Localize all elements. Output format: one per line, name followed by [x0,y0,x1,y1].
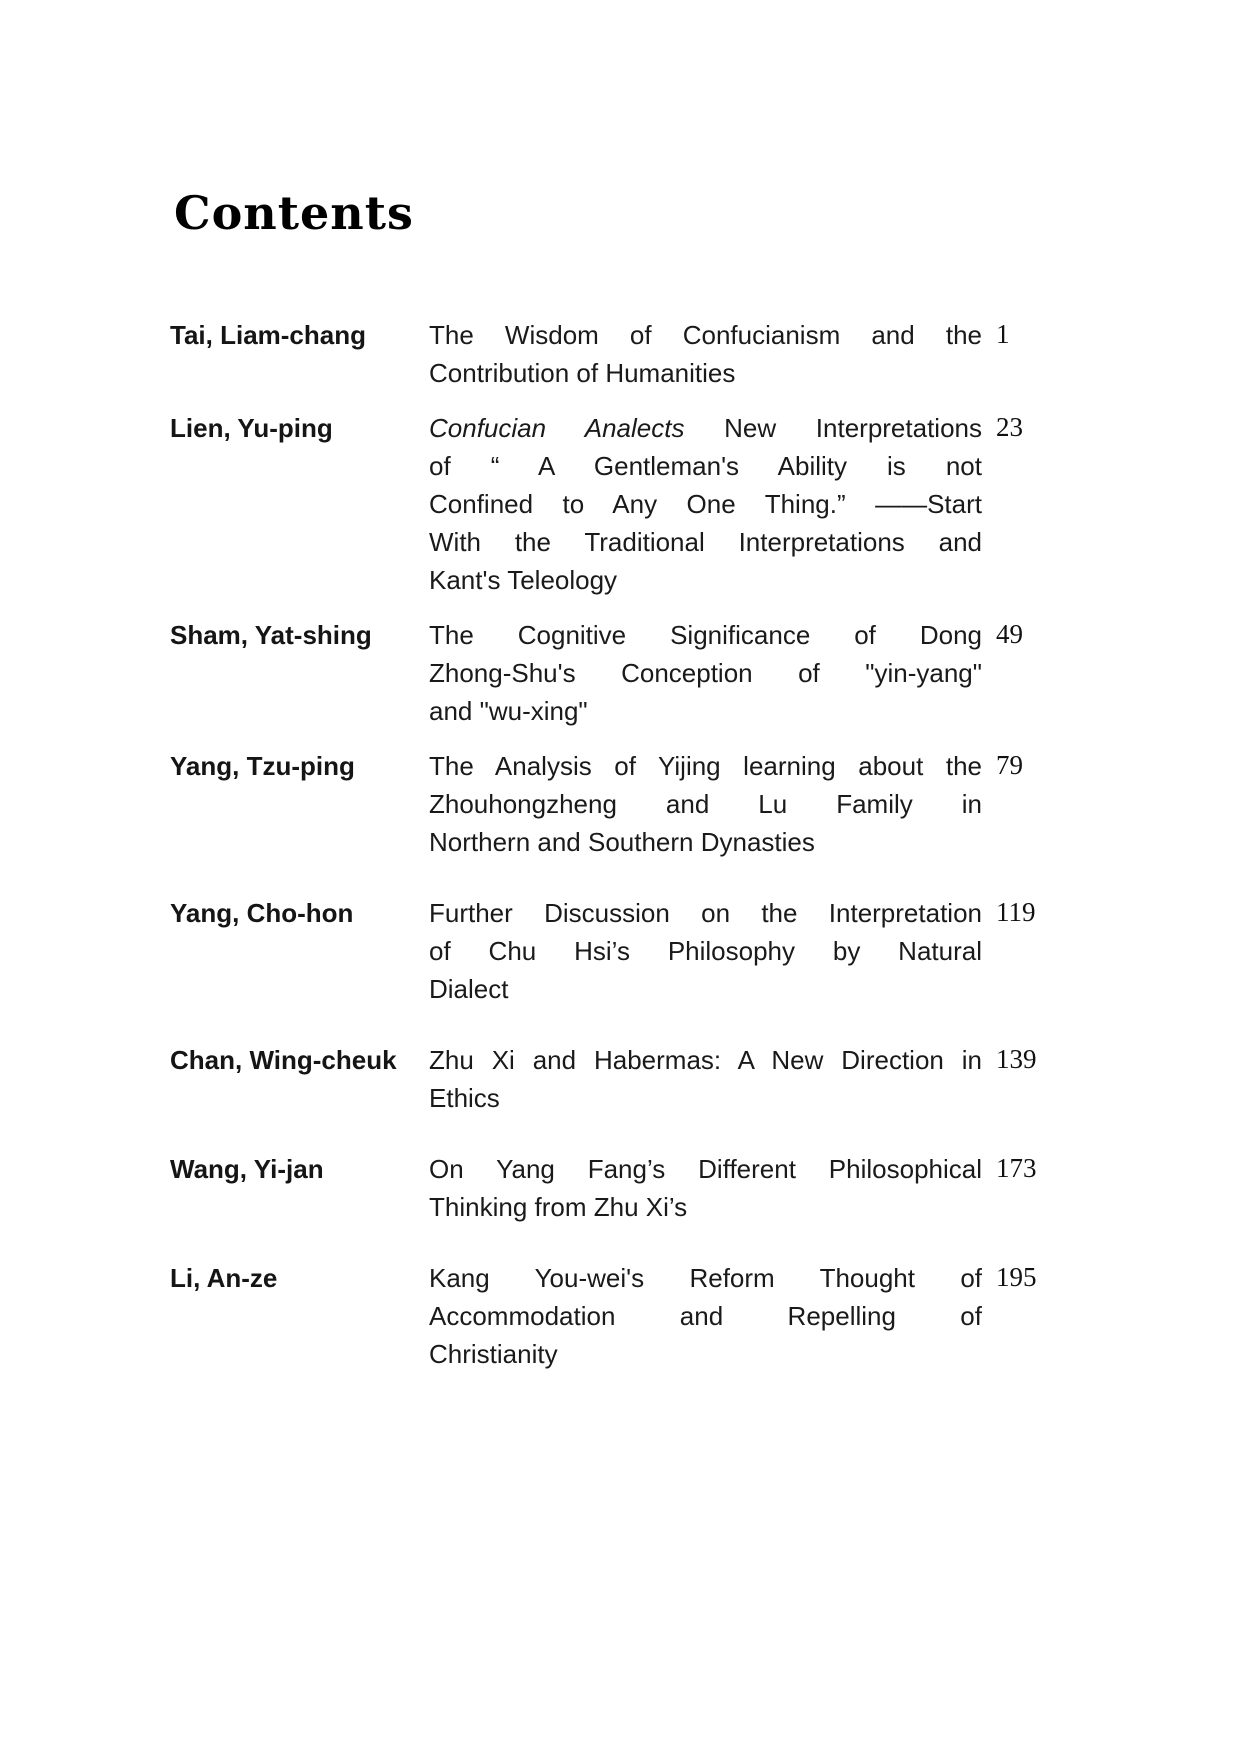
article-title-line [429,823,982,861]
page-number: 49 [996,619,1023,649]
article-title-line [429,485,982,523]
article-title [429,1150,982,1226]
page-number: 173 [996,1153,1037,1183]
article-title-line [429,654,982,692]
article-title-line [429,1297,982,1335]
text-segment: The Cognitive Significance of Dong [429,620,982,650]
toc-entry [170,747,1070,861]
article-title-line [429,692,982,730]
text-segment: On Yang Fang’s Different Philosophical [429,1154,982,1184]
text-segment: New Interpretations [684,413,982,443]
article-title-line [429,970,982,1008]
page-number: 139 [996,1044,1037,1074]
toc-entry [170,1259,1070,1373]
toc-entry [170,1150,1070,1226]
text-segment: Zhong-Shu's Conception of "yin-yang" [429,658,982,688]
text-segment: of “ A Gentleman's Ability is not [429,451,982,481]
page-number: 195 [996,1262,1037,1292]
text-segment: Confined to Any One Thing.” ——Start [429,489,982,519]
text-segment: Zhouhongzheng and Lu Family in [429,789,982,819]
toc-entry [170,616,1070,730]
article-title-line [429,1259,982,1297]
toc-entry [170,316,1070,392]
article-title-line [429,1041,982,1079]
text-segment: Kant's Teleology [429,565,618,595]
article-title-line [429,785,982,823]
article-title [429,1041,982,1117]
text-segment: The Wisdom of Confucianism and the [429,320,982,350]
text-segment: of Chu Hsi’s Philosophy by Natural [429,936,982,966]
author-name: Lien, Yu-ping [170,413,333,443]
page-number: 1 [996,319,1010,349]
article-title-line [429,409,982,447]
text-segment: and "wu-xing" [429,696,588,726]
article-title [429,616,982,730]
article-title-line [429,523,982,561]
author-name: Sham, Yat-shing [170,620,372,650]
text-segment: Christianity [429,1339,558,1369]
article-title [429,894,982,1008]
text-segment: Further Discussion on the Interpretation [429,898,982,928]
page-number: 23 [996,412,1023,442]
text-segment: Thinking from Zhu Xi’s [429,1192,688,1222]
article-title [429,747,982,861]
text-segment: The Analysis of Yijing learning about the [429,751,982,781]
text-segment: Ethics [429,1083,500,1113]
article-title [429,1259,982,1373]
author-name: Tai, Liam-chang [170,320,366,350]
toc-entry [170,409,1070,599]
author-name: Wang, Yi-jan [170,1154,324,1184]
author-name: Yang, Cho-hon [170,898,354,928]
text-segment: Kang You-wei's Reform Thought of [429,1263,982,1293]
author-name: Yang, Tzu-ping [170,751,355,781]
article-title [429,316,982,392]
article-title [429,409,982,599]
article-title-line [429,932,982,970]
toc-entry [170,894,1070,1008]
article-title-line [429,1188,982,1226]
page-number: 119 [996,897,1036,927]
page-number: 79 [996,750,1023,780]
toc-entry [170,1041,1070,1117]
article-title-line [429,616,982,654]
article-title-line [429,894,982,932]
text-segment: Dialect [429,974,509,1004]
toc-list [170,316,1070,1373]
text-segment: Accommodation and Repelling of [429,1301,982,1331]
article-title-line [429,747,982,785]
article-title-line [429,1335,982,1373]
italic-text-segment: Confucian Analects [429,413,685,443]
text-segment: With the Traditional Interpretations and [429,527,982,557]
article-title-line [429,447,982,485]
author-name: Li, An-ze [170,1263,278,1293]
article-title-line [429,316,982,354]
author-name: Chan, Wing-cheuk [170,1045,397,1075]
text-segment: Zhu Xi and Habermas: A New Direction in [429,1045,982,1075]
article-title-line [429,561,982,599]
text-segment: Northern and Southern Dynasties [429,827,815,857]
article-title-line [429,354,982,392]
page-title: Contents [174,186,414,240]
article-title-line [429,1150,982,1188]
article-title-line [429,1079,982,1117]
text-segment: Contribution of Humanities [429,358,736,388]
